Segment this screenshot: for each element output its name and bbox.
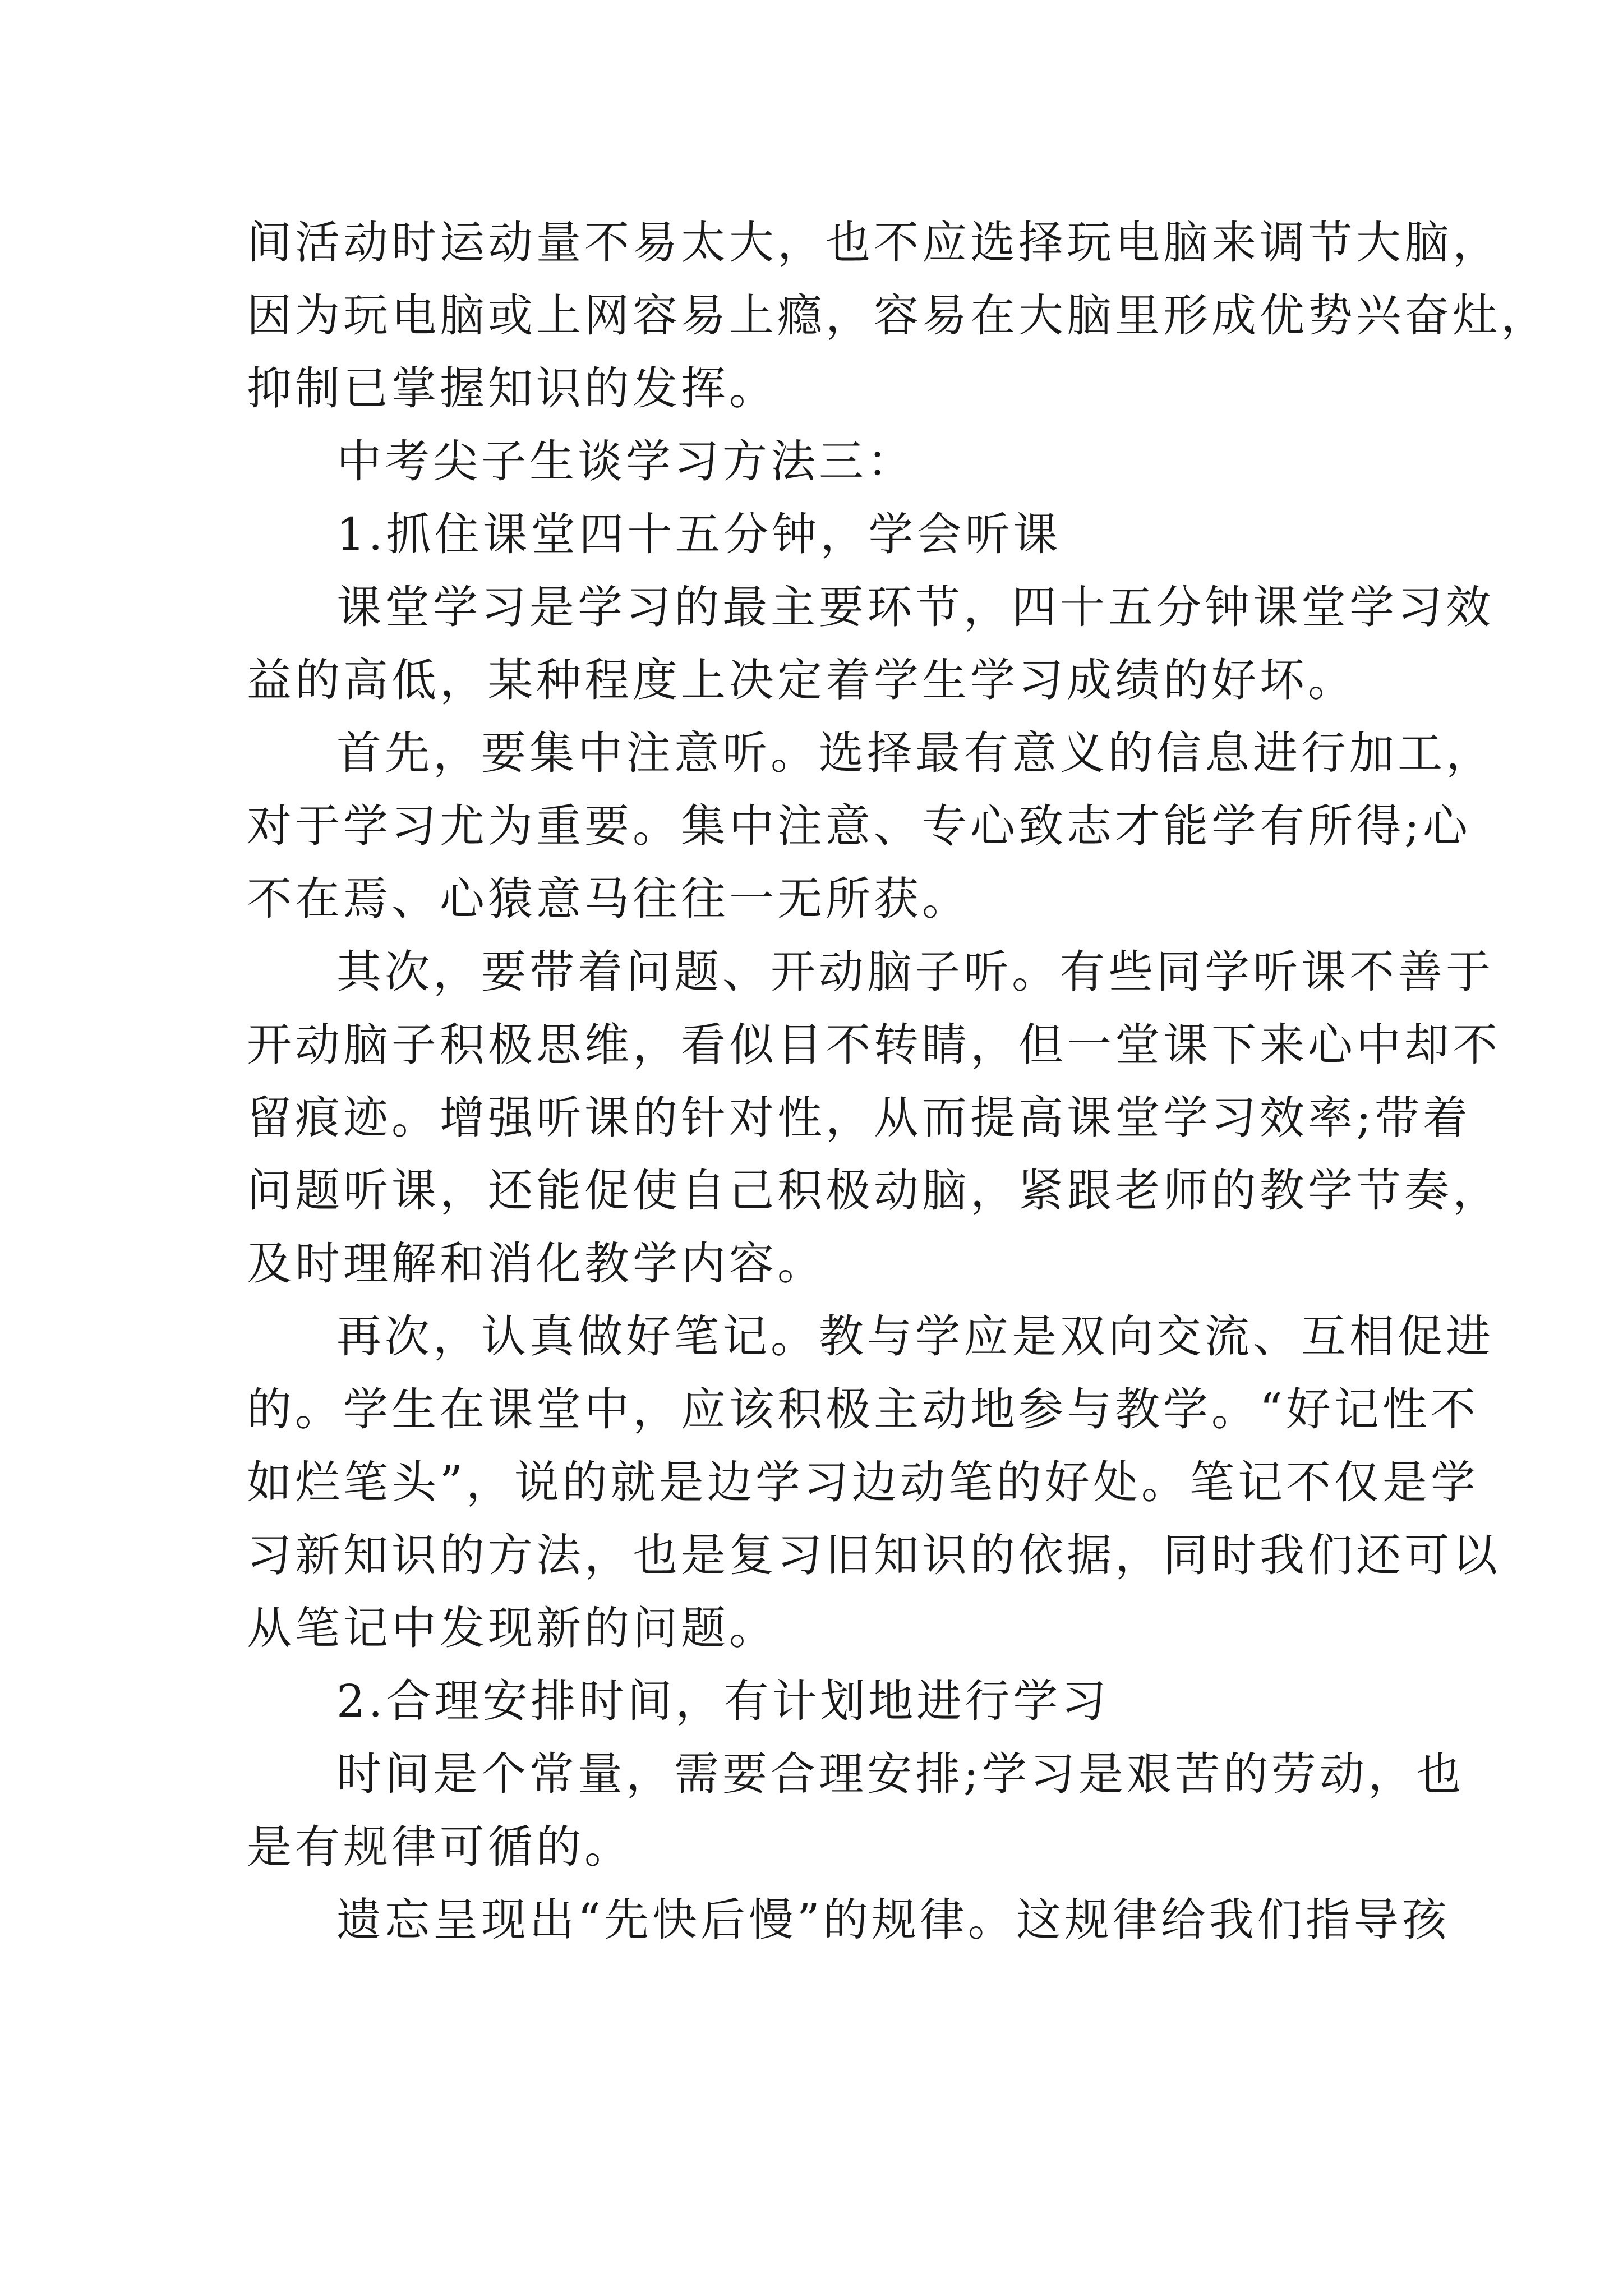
- subheading: 2.合理安排时间，有计划地进行学习: [336, 1675, 1110, 1727]
- text-line: 如烂笔头”，说的就是边学习边动笔的好处。笔记不仅是学: [247, 1456, 1479, 1508]
- text-line: 益的高低，某种程度上决定着学生学习成绩的好坏。: [247, 654, 1356, 706]
- text-line: 习新知识的方法，也是复习旧知识的依据，同时我们还可以: [247, 1529, 1501, 1581]
- text-line: 问题听课，还能促使自己积极动脑，紧跟老师的教学节奏，: [247, 1165, 1501, 1217]
- text-line: 留痕迹。增强听课的针对性，从而提高课堂学习效率;带着: [247, 1092, 1471, 1144]
- text-line: 对于学习尤为重要。集中注意、专心致志才能学有所得;心: [247, 800, 1471, 852]
- text-line: 遗忘呈现出“先快后慢”的规律。这规律给我们指导孩: [336, 1894, 1450, 1946]
- text-line: 首先，要集中注意听。选择最有意义的信息进行加工，: [336, 727, 1494, 779]
- text-line: 抑制已掌握知识的发挥。: [247, 362, 777, 415]
- text-line: 不在焉、心猿意马往往一无所获。: [247, 873, 970, 925]
- text-line: 开动脑子积极思维，看似目不转睛，但一堂课下来心中却不: [247, 1019, 1501, 1071]
- text-line: 是有规律可循的。: [247, 1821, 633, 1873]
- text-line: 因为玩电脑或上网容易上瘾，容易在大脑里形成优势兴奋灶，: [247, 289, 1549, 342]
- subheading: 1.抓住课堂四十五分钟，学会听课: [336, 508, 1062, 560]
- text-line: 再次，认真做好笔记。教与学应是双向交流、互相促进: [336, 1310, 1494, 1363]
- section-heading: 中考尖子生谈学习方法三：: [336, 435, 915, 487]
- text-line: 间活动时运动量不易太大，也不应选择玩电脑来调节大脑，: [247, 217, 1501, 269]
- text-line: 其次，要带着问题、开动脑子听。有些同学听课不善于: [336, 946, 1494, 998]
- text-line: 课堂学习是学习的最主要环节，四十五分钟课堂学习效: [336, 581, 1494, 633]
- text-line: 从笔记中发现新的问题。: [247, 1602, 777, 1654]
- text-line: 时间是个常量，需要合理安排;学习是艰苦的劳动，也: [336, 1748, 1464, 1800]
- text-line: 及时理解和消化教学内容。: [247, 1237, 826, 1290]
- text-line: 的。学生在课堂中，应该积极主动地参与教学。“好记性不: [247, 1383, 1479, 1435]
- document-body: [247, 206, 1549, 1957]
